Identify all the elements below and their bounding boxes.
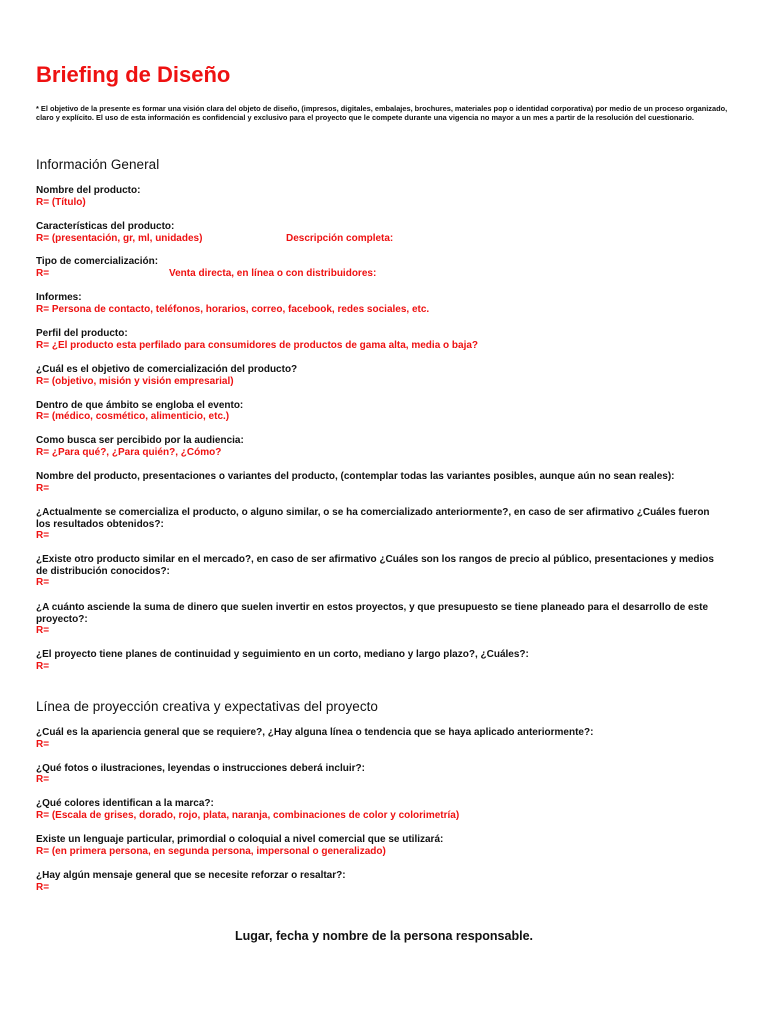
answer-hint: R= ¿El producto esta perfilado para consumidores de productos de gama alta, media o baja? bbox=[36, 340, 479, 351]
answer-hint-secondary: Descripción completa: bbox=[286, 233, 394, 244]
answer-hint: R= ¿Para qué?, ¿Para quién?, ¿Cómo? bbox=[36, 447, 222, 458]
answer-hint: R= (presentación, gr, ml, unidades) bbox=[36, 233, 203, 244]
question-label: Existe un lenguaje particular, primordial o coloquial a nivel comercial que se utilizará: bbox=[36, 834, 444, 845]
answer-hint: R= (Escala de grises, dorado, rojo, plata, naranja, combinaciones de color y colorimetría) bbox=[36, 810, 460, 821]
question-label: Como busca ser percibido por la audiencia: bbox=[36, 435, 244, 446]
question-label: ¿Hay algún mensaje general que se necesite reforzar o resaltar?: bbox=[36, 870, 346, 881]
question-label: Informes: bbox=[36, 292, 82, 303]
question-label: ¿A cuánto asciende la suma de dinero que suelen invertir en estos proyectos, y que presupuesto se tiene planeado para el desarrollo de este proyecto?: bbox=[36, 602, 709, 625]
document-title: Briefing de Diseño bbox=[36, 62, 231, 87]
answer-hint: R= (médico, cosmético, alimenticio, etc.) bbox=[36, 411, 230, 422]
answer-hint: R= bbox=[36, 882, 50, 893]
answer-hint: R= bbox=[36, 661, 50, 672]
answer-hint: R= bbox=[36, 625, 50, 636]
question-label: ¿Cuál es la apariencia general que se requiere?, ¿Hay alguna línea o tendencia que se haya aplicado anteriormente?: bbox=[36, 727, 594, 738]
section-heading-creative: Línea de proyección creativa y expectativas del proyecto bbox=[36, 699, 378, 714]
question-label: ¿Qué fotos o ilustraciones, leyendas o instrucciones deberá incluir?: bbox=[36, 763, 365, 774]
intro-note: * El objetivo de la presente es formar una visión clara del objeto de diseño, (impresos, digitales, embalajes, brochures, materiales pop o identidad corporativa) por medio de un proceso organizado, claro y explícito. El uso de esta información es confidencial y exclusivo para el proyecto que le compete durante una vigencia no mayor a un mes a partir de la resolución del cuestionario. bbox=[36, 104, 728, 123]
question-label: Tipo de comercialización: bbox=[36, 256, 159, 267]
question-label: Nombre del producto: bbox=[36, 185, 141, 196]
question-label: Características del producto: bbox=[36, 221, 175, 232]
question-label: ¿Cuál es el objetivo de comercialización del producto? bbox=[36, 364, 298, 375]
question-label: Dentro de que ámbito se engloba el evento: bbox=[36, 400, 244, 411]
question-label: Nombre del producto, presentaciones o variantes del producto, (contemplar todas las variantes posibles, aunque aún no sean reales): bbox=[36, 471, 675, 482]
section-heading-general: Información General bbox=[36, 157, 160, 172]
answer-hint: R= bbox=[36, 483, 50, 494]
question-label: ¿El proyecto tiene planes de continuidad y seguimiento en un corto, mediano y largo plazo?, ¿Cuáles?: bbox=[36, 649, 529, 660]
question-label: ¿Actualmente se comercializa el producto, o alguno similar, o se ha comercializado anteriormente?, en caso de ser afirmativo ¿Cuáles fueron los resultados obtenidos?: bbox=[36, 507, 710, 530]
answer-hint: R= bbox=[36, 577, 50, 588]
answer-hint: R= bbox=[36, 739, 50, 750]
question-label: ¿Existe otro producto similar en el mercado?, en caso de ser afirmativo ¿Cuáles son los rangos de precio al público, presentaciones y medios de distribución conocidos?: bbox=[36, 554, 714, 577]
answer-hint: R= (en primera persona, en segunda persona, impersonal o generalizado) bbox=[36, 846, 386, 857]
answer-hint: R= bbox=[36, 774, 50, 785]
signature-line: Lugar, fecha y nombre de la persona responsable. bbox=[234, 929, 533, 943]
question-label: ¿Qué colores identifican a la marca?: bbox=[36, 798, 214, 809]
question-label: Perfil del producto: bbox=[36, 328, 128, 339]
answer-hint: R= bbox=[36, 268, 50, 279]
answer-hint: R= bbox=[36, 530, 50, 541]
answer-hint-secondary: Venta directa, en línea o con distribuidores: bbox=[169, 268, 377, 279]
answer-hint: R= (objetivo, misión y visión empresarial) bbox=[36, 376, 234, 387]
answer-hint: R= (Título) bbox=[36, 197, 86, 208]
answer-hint: R= Persona de contacto, teléfonos, horarios, correo, facebook, redes sociales, etc. bbox=[36, 304, 430, 315]
